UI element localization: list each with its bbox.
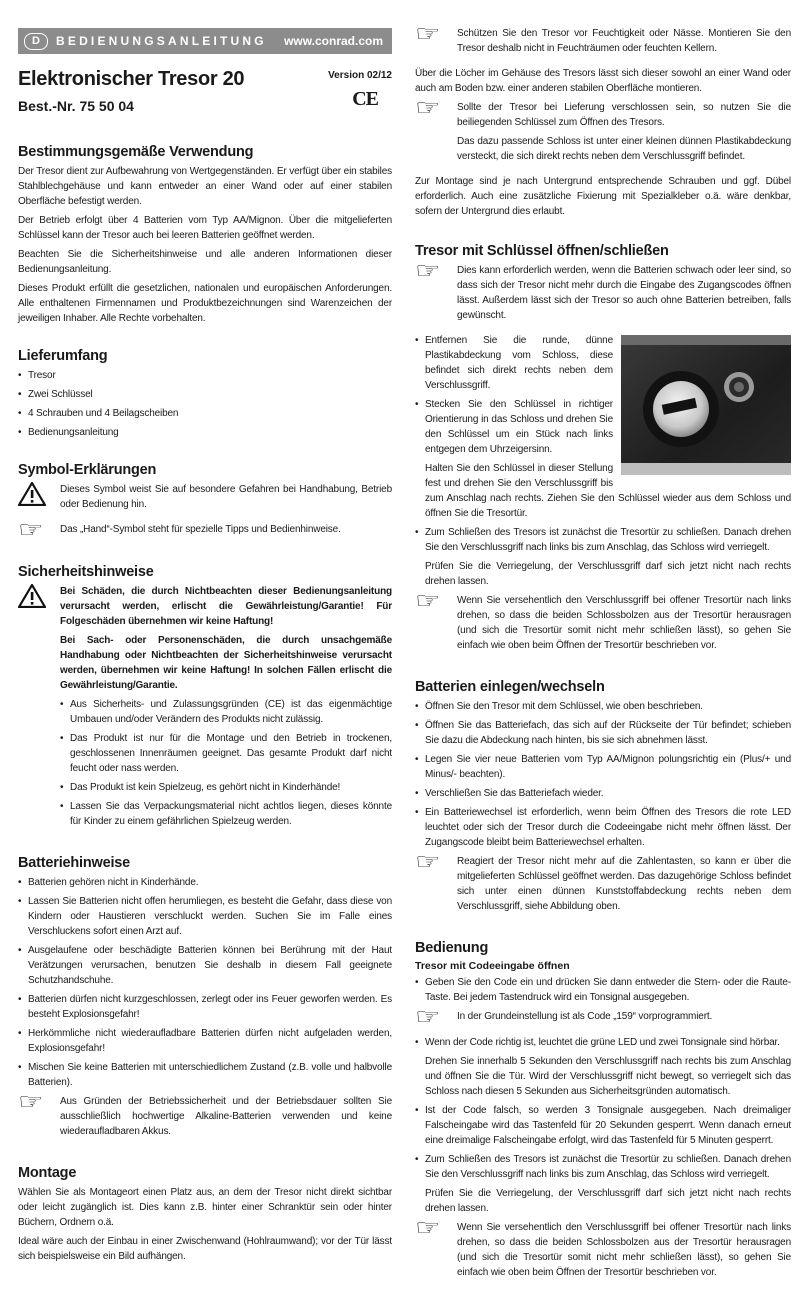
list-item: • Ist der Code falsch, so werden 3 Tonsignale ausgegeben. Nach dreimaliger Falscheingabe wird das Tastenfeld für 20 Sekunden gesperrt. Wenn danach erneut eine dreimalige Falscheingabe erfolgt, wird das Tastenfeld für 5 Minuten gesperrt.: [415, 1103, 791, 1148]
heading-sicherheit: Sicherheitshinweise: [18, 564, 154, 580]
left-column: [18, 0, 392, 1268]
list-item: • Batterien dürfen nicht kurzgeschlossen, zerlegt oder ins Feuer geworfen werden. Es besteht Explosionsgefahr!: [18, 992, 392, 1022]
list-item: • Verschließen Sie das Batteriefach wieder.: [415, 786, 791, 801]
paragraph: Sollte der Tresor bei Lieferung verschlossen sein, so nutzen Sie die beiliegenden Schlüssel zum Öffnen des Tresors.: [457, 102, 791, 128]
list-item: • Herkömmliche nicht wiederaufladbare Batterien dürfen nicht aufgeladen werden, Explosionsgefahr!: [18, 1026, 392, 1056]
list-item: • Zum Schließen des Tresors ist zunächst die Tresortür zu schließen. Danach drehen Sie den Verschlussgriff nach links bis zum Anschlag, das Schloss wird verriegelt.: [415, 1152, 791, 1182]
tip-row: [415, 849, 791, 918]
paragraph: Beachten Sie die Sicherheitshinweise und alle anderen Informationen dieser Bedienungsanleitung.: [18, 249, 392, 275]
tip-row: [415, 1215, 791, 1284]
paragraph: Wählen Sie als Montageort einen Platz aus, an dem der Tresor nicht direkt sichtbar oder leicht zugänglich ist. Dies kann z.B. hinter einer Schranktür sein oder hinter Büchern, Ordnern o.ä.: [18, 1187, 392, 1228]
paragraph: Bei Sach- oder Personenschäden, die durch unsachgemäße Handhabung oder Nichtbeachten der Sicherheitshinweise verursacht werden, übernehmen wir keine Haftung! In solchen Fällen erlischt die Gewährleistung/Garantie.: [60, 635, 392, 691]
paragraph: Zur Montage sind je nach Untergrund entsprechende Schrauben und ggf. Dübel erforderlich. Auch eine zusätzliche Fixierung mit Spezialkleber o.ä. wäre denkbar, sofern der Untergrund dies erlaubt.: [415, 176, 791, 217]
list-item: • Zum Schließen des Tresors ist zunächst die Tresortür zu schließen. Danach drehen Sie den Verschlussgriff nach links bis zum Anschlag, das Schloss wird verriegelt.: [415, 525, 791, 555]
scope-list: [18, 368, 392, 440]
heading-bedienung: Bedienung: [415, 940, 489, 956]
heading-montage: Montage: [18, 1165, 77, 1181]
pointing-hand-icon: ☞: [415, 588, 441, 613]
list-item: • Batterien gehören nicht in Kinderhände.: [18, 875, 392, 890]
paragraph: Das „Hand“-Symbol steht für spezielle Tipps und Bedienhinweise.: [60, 524, 341, 535]
pointing-hand-icon: ☞: [415, 1004, 441, 1029]
list-item: • Geben Sie den Code ein und drücken Sie dann entweder die Stern- oder die Raute-Taste. Bei jedem Tastendruck wird ein Tonsignal ausgegeben.: [415, 975, 791, 1005]
document-title: Elektronischer Tresor 20: [18, 68, 245, 90]
paragraph: Halten Sie den Schlüssel in dieser Stellung fest und drehen Sie den Verschlussgriff bis zum Anschlag nach rechts. Ziehen Sie den Schlüssel wieder aus dem Schloss und öffnen Sie die Tresortür.: [425, 463, 791, 519]
heading-schluessel: Tresor mit Schlüssel öffnen/schließen: [415, 243, 669, 259]
pointing-hand-icon: ☞: [18, 517, 44, 542]
ce-mark-icon: CE: [352, 88, 378, 110]
paragraph: Ideal wäre auch der Einbau in einer Zwischenwand (Hohlraumwand); vor der Tür lässt sich beispielsweise ein Bild aufhängen.: [18, 1236, 392, 1262]
paragraph: Wenn Sie versehentlich den Verschlussgriff bei offener Tresortür nach links drehen, so dass die beiden Schlossbolzen aus der Tresortür herausragen (und sich die Tresortür somit nicht mehr schließen lässt), so gehen Sie einfach wie oben beim Öffnen der Tresortür beschrieben vor.: [457, 595, 791, 651]
paragraph: Schützen Sie den Tresor vor Feuchtigkeit oder Nässe. Montieren Sie den Tresor deshalb nicht in Feuchträumen oder feuchten Kellern.: [457, 28, 791, 54]
battery-notes-list: [18, 875, 392, 1090]
heading-lieferumfang: Lieferumfang: [18, 348, 108, 364]
symbol-row-hand: [18, 517, 392, 542]
pointing-hand-icon: ☞: [415, 1215, 441, 1240]
tip-row: [415, 1004, 791, 1029]
right-column: [415, 22, 791, 1290]
key-steps-list-2: [415, 525, 791, 555]
subheading-code: Tresor mit Codeeingabe öffnen: [415, 960, 570, 972]
paragraph: Das dazu passende Schloss ist unter einer kleinen dünnen Plastikabdeckung versteckt, die sich direkt rechts neben dem Verschlussgriff befindet.: [457, 136, 791, 162]
paragraph: Über die Löcher im Gehäuse des Tresors lässt sich dieser sowohl an einer Wand oder auch am Boden bzw. einer anderen stabilen Oberfläche montieren.: [415, 68, 791, 94]
website-link[interactable]: www.conrad.com: [284, 34, 383, 48]
pointing-hand-icon: ☞: [415, 258, 441, 283]
pointing-hand-icon: ☞: [415, 849, 441, 874]
heading-batteriehinweise: Batteriehinweise: [18, 855, 131, 871]
paragraph: Wenn Sie versehentlich den Verschlussgriff bei offener Tresortür nach links drehen, so dass die beiden Schlossbolzen aus der Tresortür herausragen (und sich die Tresortür somit nicht mehr schließen lässt), so gehen Sie einfach wie oben beim Öffnen der Tresortür beschrieben vor.: [457, 1222, 791, 1278]
heading-symbole: Symbol-Erklärungen: [18, 462, 157, 478]
symbol-row-warning: [18, 482, 392, 516]
safety-block: [18, 584, 392, 833]
tip-row: [415, 588, 791, 657]
paragraph: Reagiert der Tresor nicht mehr auf die Zahlentasten, so kann er über die mitgelieferten Schlüssel geöffnet werden. Das dazugehörige Schloss befindet sich unter einen dünnen Kunststoffabdeckung rechts neben dem Verschlussgriff, siehe Abbildung oben.: [457, 856, 791, 912]
paragraph: Dieses Symbol weist Sie auf besondere Gefahren bei Handhabung, Betrieb oder Bedienung hin.: [60, 484, 392, 510]
operation-list-2: [415, 1035, 791, 1050]
list-item: • Legen Sie vier neue Batterien vom Typ AA/Mignon polungsrichtig ein (Plus/+ und Minus/- beachten).: [415, 752, 791, 782]
list-item: • Tresor: [18, 368, 392, 383]
pointing-hand-icon: ☞: [415, 21, 441, 46]
paragraph: Dies kann erforderlich werden, wenn die Batterien schwach oder leer sind, so dass sich der Tresor nicht mehr durch die Eingabe des Zugangscodes öffnen lässt. Außerdem lässt sich der Tresor so auch ohne Batterien betreiben, falls gewünscht.: [457, 265, 791, 321]
header-banner: [18, 28, 392, 54]
paragraph: Prüfen Sie die Verriegelung, der Verschlussgriff darf sich jetzt nicht nach rechts drehen lassen.: [425, 1188, 791, 1214]
list-item: • Das Produkt ist kein Spielzeug, es gehört nicht in Kinderhände!: [60, 780, 392, 795]
heading-verwendung: Bestimmungsgemäße Verwendung: [18, 144, 254, 160]
heading-batterien: Batterien einlegen/wechseln: [415, 679, 605, 695]
pointing-hand-icon: ☞: [415, 95, 441, 120]
paragraph: Prüfen Sie die Verriegelung, der Verschlussgriff darf sich jetzt nicht nach rechts drehen lassen.: [425, 561, 791, 587]
paragraph: Aus Gründen der Betriebssicherheit und der Betriebsdauer sollten Sie ausschließlich hochwertige Alkaline-Batterien verwenden und keine wiederaufladbaren Akkus.: [60, 1096, 392, 1137]
operation-list-3: [415, 1103, 791, 1182]
operation-list: [415, 975, 791, 1005]
list-item: • Mischen Sie keine Batterien mit unterschiedlichem Zustand (z.B. volle und halbvolle Batterien).: [18, 1060, 392, 1090]
paragraph: Der Tresor dient zur Aufbewahrung von Wertgegenständen. Er verfügt über ein stabiles Stahlblechgehäuse und kann entweder an einer Wand oder auf einer stabilen Oberfläche befestigt werden.: [18, 166, 392, 207]
pointing-hand-icon: ☞: [18, 1089, 44, 1114]
list-item: • Das Produkt ist nur für die Montage und den Betrieb in trockenen, geschlossenen Innenräumen geeignet. Das gesamte Produkt darf nicht feucht oder nass werden.: [60, 731, 392, 776]
list-item: • Ein Batteriewechsel ist erforderlich, wenn beim Öffnen des Tresors die rote LED leuchtet oder sich der Tresor durch die Codeeingabe nicht mehr öffnen lässt. Der Zugangscode bleibt beim Batteriewechsel erhalten.: [415, 805, 791, 850]
title-block: [18, 68, 392, 128]
order-number: Best.-Nr. 75 50 04: [18, 98, 134, 114]
list-item: • Aus Sicherheits- und Zulassungsgründen (CE) ist das eigenmächtige Umbauen und/oder Verändern des Produkts nicht zulässig.: [60, 697, 392, 727]
paragraph: Drehen Sie innerhalb 5 Sekunden den Verschlussgriff nach rechts bis zum Anschlag und öffnen Sie die Tür. Wird der Verschlussgriff nicht bewegt, so verriegelt sich das Schloss nach diesen 5 Sekunden aus Sicherheitsgründen automatisch.: [425, 1056, 791, 1097]
list-item: • Öffnen Sie den Tresor mit dem Schlüssel, wie oben beschrieben.: [415, 699, 791, 714]
list-item: • Öffnen Sie das Batteriefach, das sich auf der Rückseite der Tür befindet; schieben Sie dazu die Abdeckung nach hinten, bis sie sich abnehmen lässt.: [415, 718, 791, 748]
list-item: • Lassen Sie das Verpackungsmaterial nicht achtlos liegen, dieses könnte für Kinder zu einem gefährlichen Spielzeug werden.: [60, 799, 392, 829]
tip-row: [415, 258, 791, 327]
tip-row: [415, 21, 791, 60]
list-item: • Stecken Sie den Schlüssel in richtiger Orientierung in das Schloss und drehen Sie den Schlüssel um ein Stück nach links entgegen dem Uhrzeigersinn.: [415, 397, 791, 457]
list-item: • Zwei Schlüssel: [18, 387, 392, 402]
safety-list: [60, 697, 392, 829]
list-item: • Bedienungsanleitung: [18, 425, 392, 440]
list-item: • Ausgelaufene oder beschädigte Batterien können bei Berührung mit der Haut Verätzungen verursachen, benutzen Sie deshalb in diesem Fall geeignete Schutzhandschuhe.: [18, 943, 392, 988]
version-label: Version 02/12: [328, 70, 392, 81]
tip-row: [415, 95, 791, 168]
paragraph: Bei Schäden, die durch Nichtbeachten dieser Bedienungsanleitung verursacht werden, erlischt die Gewährleistung/Garantie! Für Folgeschäden übernehmen wir keine Haftung!: [60, 586, 392, 627]
paragraph: In der Grundeinstellung ist als Code „159“ vorprogrammiert.: [457, 1011, 713, 1022]
list-item: • Wenn der Code richtig ist, leuchtet die grüne LED und zwei Tonsignale sind hörbar.: [415, 1035, 791, 1050]
battery-steps-list: [415, 699, 791, 850]
warning-triangle-icon: [18, 482, 60, 506]
list-item: • 4 Schrauben und 4 Beilagscheiben: [18, 406, 392, 421]
paragraph: Dieses Produkt erfüllt die gesetzlichen, nationalen und europäischen Anforderungen. Alle enthaltenen Firmennamen und Produktbezeichnungen sind Warenzeichen der jeweiligen Inhaber. Alle Rechte vorbehalten.: [18, 283, 392, 324]
list-item: • Entfernen Sie die runde, dünne Plastikabdeckung vom Schloss, diese befindet sich direkt rechts neben dem Verschlussgriff.: [415, 333, 791, 393]
tip-row: [18, 1089, 392, 1143]
banner-title: BEDIENUNGSANLEITUNG: [56, 34, 267, 48]
warning-triangle-icon: [18, 584, 60, 608]
paragraph: Der Betrieb erfolgt über 4 Batterien vom Typ AA/Mignon. Über die mitgelieferten Schlüssel kann der Tresor auch bei leeren Batterien geöffnet werden.: [18, 215, 392, 241]
language-badge: D: [24, 33, 48, 50]
list-item: • Lassen Sie Batterien nicht offen herumliegen, es besteht die Gefahr, dass diese von Kindern oder Haustieren verschluckt werden. Suchen Sie im Falle eines Verschluckens sofort einen Arzt auf.: [18, 894, 392, 939]
